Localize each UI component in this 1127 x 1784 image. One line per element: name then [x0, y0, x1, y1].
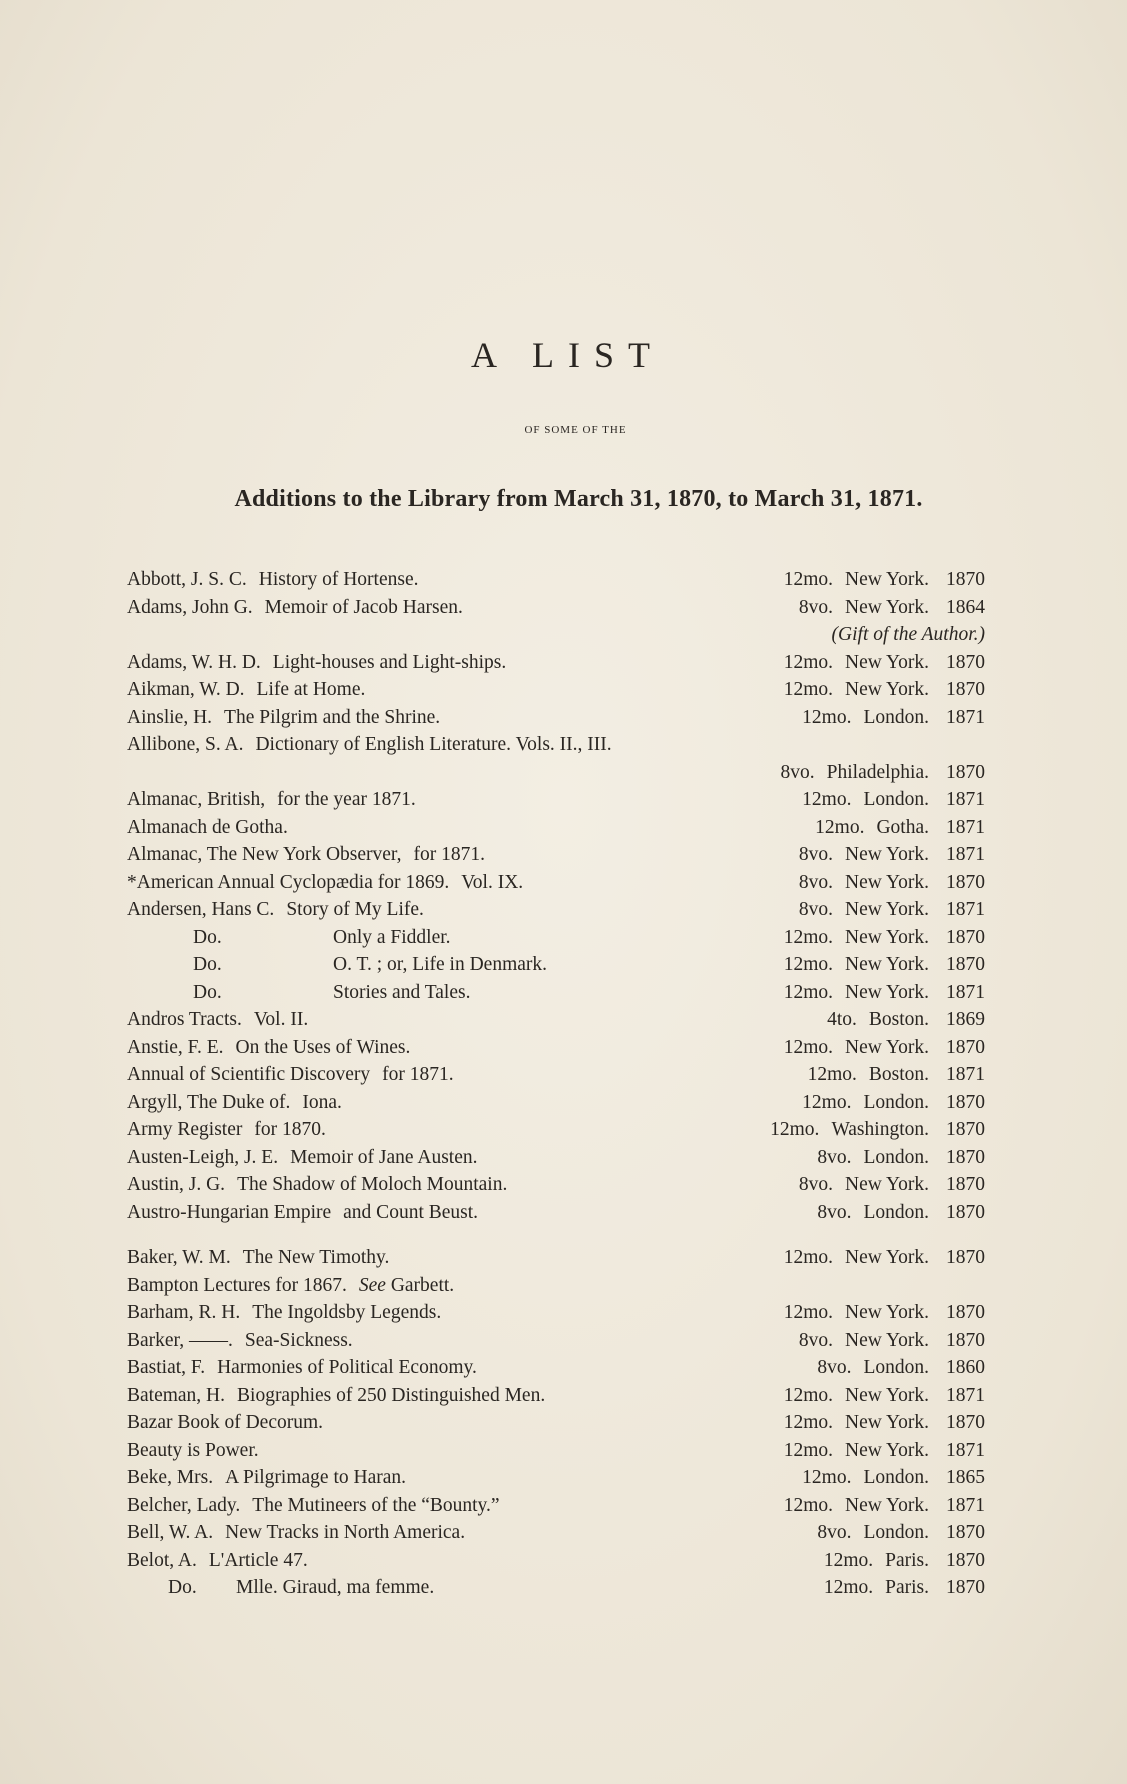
entry-year: 1871 [946, 816, 985, 838]
entry-format: 12mo. [783, 1384, 834, 1406]
entry-right [799, 1171, 985, 1199]
entry-right [770, 1116, 985, 1144]
entry-left [127, 1034, 410, 1062]
list-entry [127, 786, 985, 814]
list-entry [127, 731, 985, 759]
entry-place: New York. [845, 1494, 929, 1516]
entry-right [817, 1144, 985, 1172]
list-entry [127, 676, 985, 704]
entry-right [784, 1409, 985, 1437]
entry-author: Argyll, The Duke of. [127, 1091, 291, 1113]
list-entry [127, 1061, 985, 1089]
entry-left [127, 1492, 500, 1520]
page-subtitle: OF SOME OF THE [524, 424, 627, 436]
entry-author: Bampton Lectures for 1867. [127, 1274, 347, 1296]
entry-format: 12mo. [783, 569, 834, 590]
entry-year: 1860 [946, 1357, 985, 1378]
entry-year: 1870 [946, 1302, 985, 1323]
entry-left [127, 1272, 454, 1300]
entry-format: 12mo. [783, 1412, 834, 1433]
entry-year: 1870 [946, 1201, 985, 1223]
entry-title: Harmonies of Political Economy. [217, 1357, 477, 1378]
entry-right [799, 869, 985, 897]
entry-place: New York. [845, 651, 929, 673]
entry-year: 1870 [946, 954, 985, 975]
list-entry [127, 704, 985, 732]
entry-format: 12mo. [802, 1467, 852, 1488]
entry-author: Adams, W. H. D. [127, 651, 261, 673]
entry-format: 12mo. [783, 1036, 834, 1058]
list-entry [127, 1492, 985, 1520]
list-entry [127, 841, 985, 869]
entry-right [784, 1244, 985, 1272]
entry-right [824, 1574, 985, 1602]
entry-title: for the year 1871. [277, 789, 416, 810]
entry-format: 8vo. [780, 761, 815, 783]
entry-place: Boston. [868, 1009, 929, 1030]
list-entry [127, 924, 985, 952]
list-entry [127, 1089, 985, 1117]
entry-right [802, 786, 985, 814]
entry-place: Gotha. [876, 816, 929, 838]
list-entry [127, 649, 985, 677]
entry-title: for 1871. [382, 1064, 454, 1085]
entry-title: Story of My Life. [286, 899, 424, 920]
entry-right [784, 1299, 985, 1327]
entry-place: New York. [845, 1384, 929, 1406]
entry-year: 1870 [946, 1549, 985, 1571]
entry-format: 12mo. [815, 816, 865, 838]
entry-format: 12mo. [770, 1119, 820, 1140]
entry-place: London. [863, 789, 929, 810]
entry-title: Dictionary of English Literature. Vols. II., III. [255, 734, 612, 755]
entry-left [127, 814, 288, 842]
entry-year: 1864 [946, 596, 985, 618]
entry-place: New York. [845, 1302, 929, 1323]
entry-see-ref: See [358, 1274, 386, 1296]
entry-year: 1871 [946, 899, 985, 920]
list-entry [127, 1199, 985, 1227]
entry-place: Boston. [868, 1064, 929, 1085]
entry-title: Mlle. Giraud, ma femme. [236, 1577, 435, 1598]
entry-title: Light-houses and Light-ships. [272, 651, 507, 673]
entry-left [127, 1061, 454, 1089]
entry-author: Beke, Mrs. [127, 1467, 214, 1488]
list-entry [127, 1034, 985, 1062]
entry-place: New York. [845, 1329, 929, 1351]
entry-left [127, 1006, 308, 1034]
entry-left [127, 1547, 308, 1575]
entry-right [817, 1354, 985, 1382]
entry-format: 8vo. [798, 844, 834, 865]
entry-place: London. [863, 1357, 929, 1378]
entry-author: Do. [193, 954, 222, 975]
entry-year: 1870 [946, 1247, 985, 1268]
entry-format: 8vo. [817, 1146, 852, 1168]
entry-year: 1871 [946, 981, 985, 1003]
entry-right [781, 759, 985, 787]
entry-format: 12mo. [783, 1494, 834, 1516]
entry-format: 12mo. [783, 679, 834, 700]
entry-year: 1871 [946, 1064, 985, 1085]
entry-title: Sea-Sickness. [244, 1329, 353, 1351]
list-entry [127, 1437, 985, 1465]
entry-right [824, 1547, 985, 1575]
entry-author: Army Register [127, 1119, 243, 1140]
entry-left [127, 1519, 465, 1547]
entry-place: New York. [845, 981, 929, 1003]
entry-left [127, 1382, 545, 1410]
entry-author: Austro-Hungarian Empire [127, 1201, 332, 1223]
entry-right [784, 1382, 985, 1410]
entry-left [127, 841, 485, 869]
list-entry [127, 1574, 985, 1602]
entry-author: Baker, W. M. [127, 1247, 231, 1268]
gift-note: (Gift of the Author.) [831, 624, 985, 645]
entry-year: 1870 [946, 1146, 985, 1168]
entry-author: Aikman, W. D. [127, 679, 245, 700]
entry-place: New York. [845, 1412, 929, 1433]
entry-title: On the Uses of Wines. [235, 1036, 411, 1058]
entry-format: 12mo. [783, 651, 834, 673]
list-entry [127, 814, 985, 842]
entry-format: 12mo. [783, 981, 834, 1003]
entry-year: 1870 [946, 926, 985, 948]
entry-author: Belcher, Lady. [127, 1494, 241, 1516]
entry-format: 8vo. [798, 1329, 834, 1351]
entry-right [832, 621, 985, 649]
entry-title: The New Timothy. [242, 1247, 390, 1268]
entry-place: New York. [845, 1439, 929, 1461]
entry-place: New York. [845, 844, 929, 865]
entry-year: 1865 [946, 1467, 985, 1488]
entry-format: 12mo. [823, 1577, 874, 1598]
entry-right [784, 951, 985, 979]
entry-left [127, 1327, 353, 1355]
entry-left [127, 1299, 441, 1327]
entry-left [127, 1409, 323, 1437]
entry-title: Only a Fiddler. [333, 926, 451, 948]
entry-place: New York. [845, 899, 929, 920]
entry-left [127, 676, 365, 704]
entry-year: 1871 [946, 706, 985, 728]
entry-author: Bastiat, F. [127, 1357, 206, 1378]
entry-title: O. T. ; or, Life in Denmark. [333, 954, 548, 975]
entry-author: Abbott, J. S. C. [127, 569, 247, 590]
list-entry [127, 1382, 985, 1410]
list-entry [127, 1327, 985, 1355]
entry-format: 8vo. [817, 1522, 852, 1543]
entry-author: Beauty is Power. [127, 1439, 259, 1461]
entry-author: Andersen, Hans C. [127, 899, 275, 920]
entry-title: The Ingoldsby Legends. [252, 1302, 442, 1323]
entry-author: Do. [168, 1577, 197, 1598]
entry-year: 1869 [946, 1009, 985, 1030]
entry-right [799, 841, 985, 869]
entry-title: New Tracks in North America. [225, 1522, 466, 1543]
entry-author: Allibone, S. A. [127, 734, 244, 755]
page-title: A LIST [470, 335, 664, 375]
entry-place: Paris. [885, 1549, 929, 1571]
entry-place: London. [863, 1467, 929, 1488]
entry-format: 12mo. [807, 1064, 857, 1085]
entry-author: Bazar Book of Decorum. [127, 1412, 324, 1433]
entry-title: Memoir of Jacob Harsen. [264, 596, 463, 618]
list-entry [127, 1409, 985, 1437]
list-entry [127, 566, 985, 594]
entry-left [127, 1144, 478, 1172]
entry-place: New York. [845, 679, 929, 700]
section-gap [127, 1226, 985, 1244]
entry-right [799, 594, 985, 622]
additions-list [127, 566, 985, 1602]
entry-place: New York. [845, 1036, 929, 1058]
entry-left [127, 704, 440, 732]
entry-left [127, 731, 612, 759]
entry-right [784, 1034, 985, 1062]
entry-title: Memoir of Jane Austen. [290, 1146, 478, 1168]
entry-author: Adams, John G. [127, 596, 253, 618]
entry-title: for 1871. [413, 844, 486, 865]
entry-author: Belot, A. [127, 1549, 197, 1571]
entry-left [127, 1089, 342, 1117]
list-entry [127, 1519, 985, 1547]
entry-format: 12mo. [783, 926, 834, 948]
entry-title: and Count Beust. [343, 1201, 479, 1223]
entry-right [802, 1089, 985, 1117]
entry-year: 1870 [946, 1577, 985, 1598]
entry-year: 1871 [946, 1439, 985, 1461]
list-entry [127, 759, 985, 787]
entry-year: 1870 [946, 871, 985, 893]
entry-right [784, 676, 985, 704]
entry-year: 1871 [946, 1494, 985, 1516]
entry-author: Barham, R. H. [127, 1302, 241, 1323]
list-entry [127, 1299, 985, 1327]
entry-format: 12mo. [823, 1549, 874, 1571]
entry-year: 1870 [946, 1412, 985, 1433]
entry-title: Iona. [302, 1091, 342, 1113]
entry-title: L'Article 47. [208, 1549, 308, 1571]
entry-left [127, 566, 419, 594]
entry-author: Andros Tracts. [127, 1009, 242, 1030]
entry-place: London. [863, 706, 929, 728]
entry-year: 1870 [946, 1522, 985, 1543]
entry-place: New York. [845, 954, 929, 975]
entry-right [784, 649, 985, 677]
entry-left [127, 1464, 406, 1492]
entry-author: Ainslie, H. [127, 706, 213, 728]
entry-place: New York. [845, 926, 929, 948]
entry-year: 1870 [946, 1119, 985, 1140]
entry-format: 12mo. [802, 1091, 852, 1113]
page-heading: Additions to the Library from March 31, 1870, to March 31, 1871. [234, 486, 923, 512]
entry-right [784, 924, 985, 952]
entry-title: Garbett. [390, 1274, 455, 1296]
entry-format: 8vo. [798, 1174, 834, 1195]
entry-year: 1871 [946, 1384, 985, 1406]
entry-author: Annual of Scientific Discovery [127, 1064, 371, 1085]
entry-left [127, 869, 523, 897]
entry-title: Vol. IX. [461, 871, 524, 893]
list-entry [127, 1354, 985, 1382]
list-entry [127, 1464, 985, 1492]
entry-year: 1870 [946, 1174, 985, 1195]
entry-year: 1871 [946, 844, 985, 865]
list-entry [127, 1244, 985, 1272]
entry-title: Stories and Tales. [333, 981, 471, 1003]
entry-format: 8vo. [798, 596, 834, 618]
entry-format: 12mo. [783, 954, 834, 975]
entry-title: The Shadow of Moloch Mountain. [237, 1174, 508, 1195]
entry-author: Do. [193, 926, 222, 948]
entry-right [784, 1492, 985, 1520]
entry-format: 8vo. [798, 871, 834, 893]
list-entry [127, 1144, 985, 1172]
entry-left [127, 1437, 259, 1465]
entry-right [802, 1464, 985, 1492]
entry-title: A Pilgrimage to Haran. [225, 1467, 407, 1488]
entry-left [127, 786, 416, 814]
list-entry [127, 621, 985, 649]
entry-place: Philadelphia. [826, 761, 929, 783]
entry-left [127, 594, 463, 622]
entry-format: 12mo. [783, 1302, 834, 1323]
entry-year: 1870 [946, 651, 985, 673]
entry-year: 1871 [946, 789, 985, 810]
entry-author: Almanac, British, [127, 789, 266, 810]
entry-right [784, 1437, 985, 1465]
entry-year: 1870 [946, 569, 985, 590]
entry-left [127, 896, 424, 924]
entry-left [127, 1354, 477, 1382]
entry-author: Bell, W. A. [127, 1522, 214, 1543]
entry-year: 1870 [946, 679, 985, 700]
entry-title: Life at Home. [256, 679, 366, 700]
entry-author: *American Annual Cyclopædia for 1869. [127, 871, 450, 893]
entry-right [802, 704, 985, 732]
entry-right [799, 896, 985, 924]
entry-author: Austin, J. G. [127, 1174, 226, 1195]
list-entry [127, 979, 985, 1007]
list-entry [127, 951, 985, 979]
list-entry [127, 1272, 985, 1300]
entry-place: New York. [845, 1174, 929, 1195]
entry-right [817, 1199, 985, 1227]
entry-year: 1870 [946, 761, 985, 783]
entry-left [127, 1244, 389, 1272]
entry-title: Vol. II. [253, 1009, 309, 1030]
entry-place: New York. [845, 871, 929, 893]
entry-author: Do. [193, 981, 222, 1003]
list-entry [127, 1116, 985, 1144]
entry-author: Almanach de Gotha. [127, 816, 288, 838]
entry-title: History of Hortense. [258, 569, 419, 590]
entry-right [808, 1061, 985, 1089]
entry-author: Anstie, F. E. [127, 1036, 224, 1058]
list-entry [127, 1547, 985, 1575]
list-entry [127, 594, 985, 622]
entry-right [817, 1519, 985, 1547]
entry-place: London. [863, 1091, 929, 1113]
entry-left [127, 1171, 507, 1199]
entry-year: 1870 [946, 1091, 985, 1113]
entry-place: New York. [845, 1247, 929, 1268]
entry-right [799, 1327, 985, 1355]
entry-format: 12mo. [783, 1439, 834, 1461]
entry-title: The Pilgrim and the Shrine. [224, 706, 441, 728]
entry-author: Austen-Leigh, J. E. [127, 1146, 279, 1168]
entry-format: 4to. [827, 1009, 857, 1030]
entry-place: London. [863, 1522, 929, 1543]
entry-right [815, 814, 985, 842]
entry-left [127, 1116, 326, 1144]
entry-author: Almanac, The New York Observer, [127, 844, 402, 865]
entry-place: Paris. [885, 1577, 929, 1598]
entry-author: Barker, ——. [127, 1329, 233, 1351]
list-entry [127, 896, 985, 924]
entry-right [784, 566, 985, 594]
entry-title: The Mutineers of the “Bounty.” [252, 1494, 500, 1516]
list-entry [127, 869, 985, 897]
entry-format: 8vo. [817, 1357, 852, 1378]
entry-place: Washington. [831, 1119, 929, 1140]
entry-place: New York. [845, 596, 929, 618]
entry-place: New York. [845, 569, 929, 590]
entry-title: for 1870. [254, 1119, 326, 1140]
entry-format: 12mo. [802, 789, 852, 810]
entry-left [127, 649, 506, 677]
entry-right [827, 1006, 985, 1034]
entry-right [784, 979, 985, 1007]
entry-format: 8vo. [798, 899, 834, 920]
entry-year: 1870 [946, 1036, 985, 1058]
entry-year: 1870 [946, 1329, 985, 1351]
entry-place: London. [863, 1201, 929, 1223]
entry-format: 8vo. [817, 1201, 852, 1223]
entry-author: Bateman, H. [127, 1384, 226, 1406]
entry-format: 12mo. [783, 1247, 834, 1268]
entry-format: 12mo. [802, 706, 852, 728]
entry-left [127, 1199, 478, 1227]
entry-title: Biographies of 250 Distinguished Men. [237, 1384, 546, 1406]
list-entry [127, 1006, 985, 1034]
entry-place: London. [863, 1146, 929, 1168]
list-entry [127, 1171, 985, 1199]
